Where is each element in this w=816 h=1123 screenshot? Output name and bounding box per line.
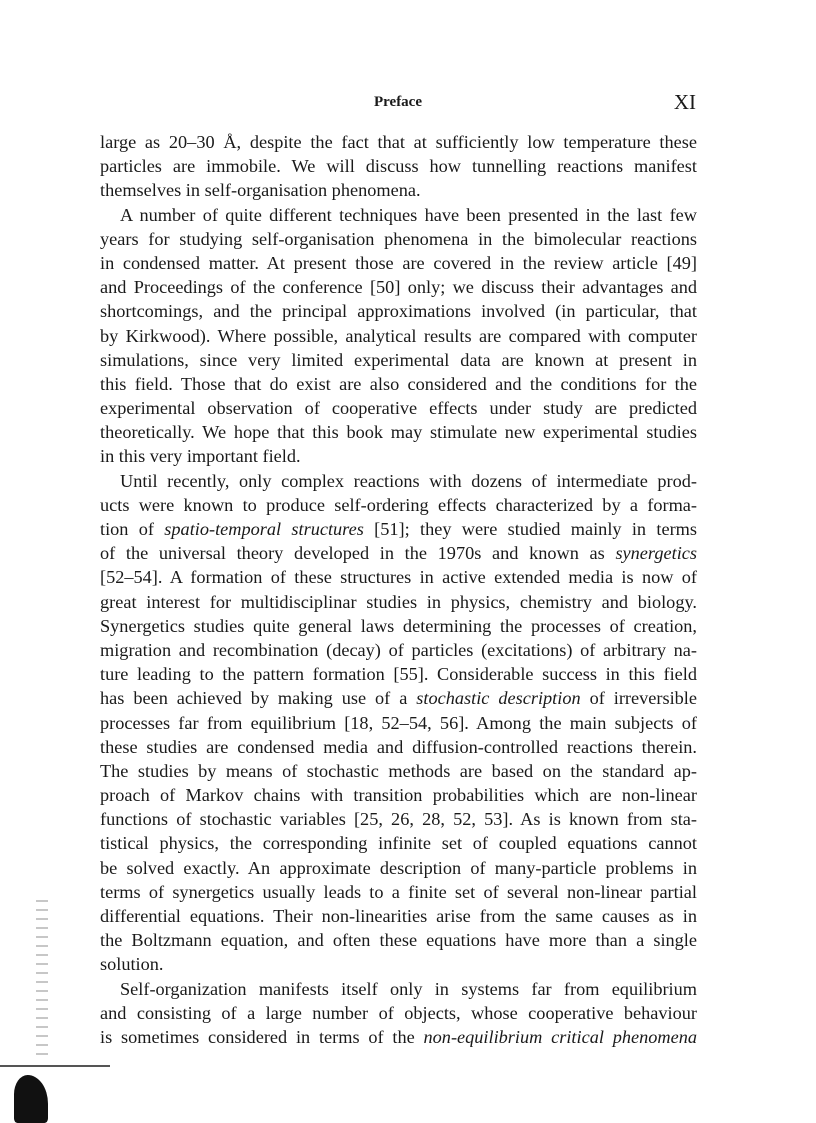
text-line bbox=[100, 686, 697, 710]
text-line: and Proceedings of the conference [50] only; we discuss their advantages and bbox=[100, 277, 697, 298]
text-line: migration and recombination (decay) of particles (excitations) of arbitrary na- bbox=[100, 639, 697, 660]
italic-term: spatio-temporal structures bbox=[164, 519, 364, 539]
text-segment: has been achieved by making use of a bbox=[100, 688, 417, 709]
text-line: particles are immobile. We will discuss how tunnelling reactions manifest bbox=[100, 156, 697, 177]
text-line: in condensed matter. At present those are covered in the review article [49] bbox=[100, 252, 697, 273]
text-segment: [51]; they were studied mainly in terms bbox=[363, 519, 698, 539]
text-line: years for studying self-organisation phenomena in the bimolecular reactions bbox=[100, 228, 697, 249]
scan-artifact bbox=[0, 900, 110, 1123]
text-line: these studies are condensed media and diffusion-controlled reactions therein. bbox=[100, 736, 697, 757]
text-line: [52–54]. A formation of these structures in active extended media is now of bbox=[100, 567, 697, 588]
text-line: large as 20–30 Å, despite the fact that at sufficiently low temperature these bbox=[100, 132, 697, 152]
text-line: be solved exactly. An approximate description of many-particle problems in bbox=[100, 857, 697, 878]
text-line: A number of quite different techniques have been presented in the last few bbox=[120, 204, 697, 225]
text-line: shortcomings, and the principal approximations involved (in particular, that bbox=[100, 301, 697, 322]
text-segment: of irreversible bbox=[580, 688, 697, 709]
text-line: processes far from equilibrium [18, 52–54, 56]. Among the main subjects of bbox=[100, 712, 697, 733]
text-line: terms of synergetics usually leads to a finite set of several non-linear partial bbox=[100, 881, 697, 902]
italic-term: synergetics bbox=[615, 543, 697, 564]
text-segment: is sometimes considered in terms of the bbox=[100, 1026, 424, 1047]
text-line: great interest for multidisciplinar studies in physics, chemistry and biology. bbox=[100, 591, 697, 612]
body-text bbox=[100, 130, 697, 1049]
page-number: XI bbox=[673, 90, 696, 114]
text-line: themselves in self-organisation phenomena. bbox=[100, 180, 421, 201]
scan-blob bbox=[14, 1075, 48, 1123]
text-line: tistical physics, the corresponding infinite set of coupled equations cannot bbox=[100, 833, 697, 854]
text-line: Self-organization manifests itself only in systems far from equilibrium bbox=[120, 978, 697, 999]
italic-term: non-equilibrium critical phenomena bbox=[423, 1026, 697, 1047]
text-segment: tion of bbox=[100, 519, 165, 539]
text-line: this field. Those that do exist are also considered and the conditions for the bbox=[100, 373, 697, 394]
text-line bbox=[100, 541, 697, 565]
text-line: in this very important field. bbox=[100, 446, 301, 467]
scan-rule bbox=[0, 1065, 110, 1067]
italic-term: stochastic description bbox=[416, 688, 581, 709]
text-line: functions of stochastic variables [25, 26, 28, 52, 53]. As is known from sta- bbox=[100, 809, 697, 830]
text-line: proach of Markov chains with transition probabilities which are non-linear bbox=[100, 785, 697, 806]
text-line: differential equations. Their non-linearities arise from the same causes as in bbox=[100, 906, 697, 926]
text-line: Synergetics studies quite general laws determining the processes of creation, bbox=[100, 615, 697, 636]
text-line: theoretically. We hope that this book may stimulate new experimental studies bbox=[100, 422, 697, 443]
text-line: Until recently, only complex reactions with dozens of intermediate prod- bbox=[120, 470, 697, 491]
text-line: and consisting of a large number of objects, whose cooperative behaviour bbox=[100, 1002, 697, 1023]
text-line: ucts were known to produce self-ordering effects characterized by a forma- bbox=[100, 494, 697, 515]
running-head bbox=[100, 90, 696, 114]
text-line: solution. bbox=[100, 954, 164, 975]
scan-noise bbox=[36, 900, 48, 1060]
text-line bbox=[100, 517, 697, 541]
text-segment: of the universal theory developed in the 1970s and known as bbox=[100, 543, 616, 564]
text-line: The studies by means of stochastic methods are based on the standard ap- bbox=[100, 760, 697, 781]
running-title: Preface bbox=[373, 94, 423, 110]
text-line: the Boltzmann equation, and often these equations have more than a single bbox=[100, 930, 697, 951]
text-line: ture leading to the pattern formation [55]. Considerable success in this field bbox=[100, 664, 697, 685]
text-line bbox=[100, 1025, 697, 1049]
text-line: by Kirkwood). Where possible, analytical results are compared with computer bbox=[100, 325, 697, 346]
text-line: experimental observation of cooperative effects under study are predicted bbox=[100, 398, 697, 419]
text-line: simulations, since very limited experimental data are known at present in bbox=[100, 349, 697, 370]
